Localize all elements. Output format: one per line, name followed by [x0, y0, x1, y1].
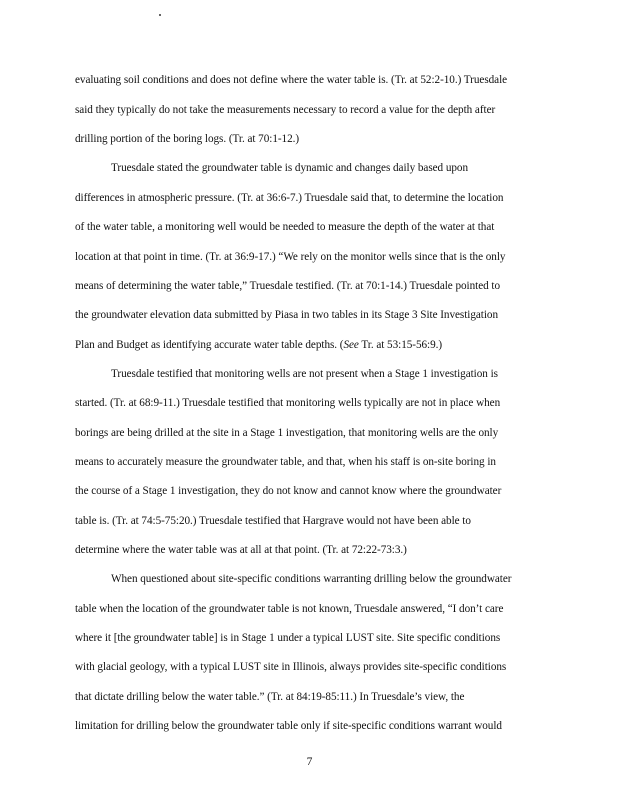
- paragraph-3-line-7: determine where the water table was at all at that point. (Tr. at 72:22-73:3.): [75, 544, 407, 556]
- paragraph-2-line-5: means of determining the water table,” Truesdale testified. (Tr. at 70:1-14.) Truesdale pointed to: [75, 280, 501, 292]
- paragraph-1-line-2: said they typically do not take the measurements necessary to record a value for the depth after: [75, 104, 496, 116]
- paragraph-3-line-3: borings are being drilled at the site in a Stage 1 investigation, that monitoring wells are the only: [75, 427, 499, 439]
- paragraph-3-line-6: table is. (Tr. at 74:5-75:20.) Truesdale testified that Hargrave would not have been able to: [75, 515, 471, 527]
- paragraph-1-line-3: drilling portion of the boring logs. (Tr. at 70:1-12.): [75, 133, 300, 145]
- paragraph-4-line-3: where it [the groundwater table] is in Stage 1 under a typical LUST site. Site specific conditions: [75, 632, 501, 644]
- paragraph-2-line-2: differences in atmospheric pressure. (Tr. at 36:6-7.) Truesdale said that, to determine the location: [75, 192, 504, 204]
- paragraph-4-line-5: that dictate drilling below the water table.” (Tr. at 84:19-85:11.) In Truesdale’s view, the: [75, 691, 465, 703]
- citation-signal: See: [343, 339, 359, 351]
- paragraph-3-line-2: started. (Tr. at 68:9-11.) Truesdale testified that monitoring wells typically are not in place when: [75, 397, 501, 409]
- scan-speck: [159, 14, 161, 16]
- paragraph-3-line-4: means to accurately measure the groundwater table, and that, when his staff is on-site boring in: [75, 456, 496, 468]
- paragraph-3-line-5: the course of a Stage 1 investigation, they do not know and cannot know where the groundwater: [75, 485, 502, 497]
- paragraph-4-line-4: with glacial geology, with a typical LUST site in Illinois, always provides site-specific conditions: [75, 661, 507, 673]
- paragraph-4-line-6: limitation for drilling below the groundwater table only if site-specific conditions warrant would: [75, 720, 502, 732]
- paragraph-1-line-1: evaluating soil conditions and does not define where the water table is. (Tr. at 52:2-10.) Truesdale: [75, 74, 508, 86]
- paragraph-4-line-1: When questioned about site-specific conditions warranting drilling below the groundwater: [111, 573, 512, 585]
- paragraph-2-line-4: location at that point in time. (Tr. at 36:9-17.) “We rely on the monitor wells since that is the only: [75, 251, 506, 263]
- paragraph-2-line-7: Plan and Budget as identifying accurate water table depths. (See Tr. at 53:15-56:9.): [75, 339, 443, 351]
- paragraph-2-line-6: the groundwater elevation data submitted by Piasa in two tables in its Stage 3 Site Investigation: [75, 309, 498, 321]
- page-number: 7: [306, 756, 313, 768]
- paragraph-2-line-3: of the water table, a monitoring well would be needed to measure the depth of the water at that: [75, 221, 495, 233]
- paragraph-2-line-1: Truesdale stated the groundwater table is dynamic and changes daily based upon: [111, 162, 469, 174]
- paragraph-3-line-1: Truesdale testified that monitoring wells are not present when a Stage 1 investigation is: [111, 368, 498, 380]
- paragraph-4-line-2: table when the location of the groundwater table is not known, Truesdale answered, “I don’t care: [75, 603, 504, 615]
